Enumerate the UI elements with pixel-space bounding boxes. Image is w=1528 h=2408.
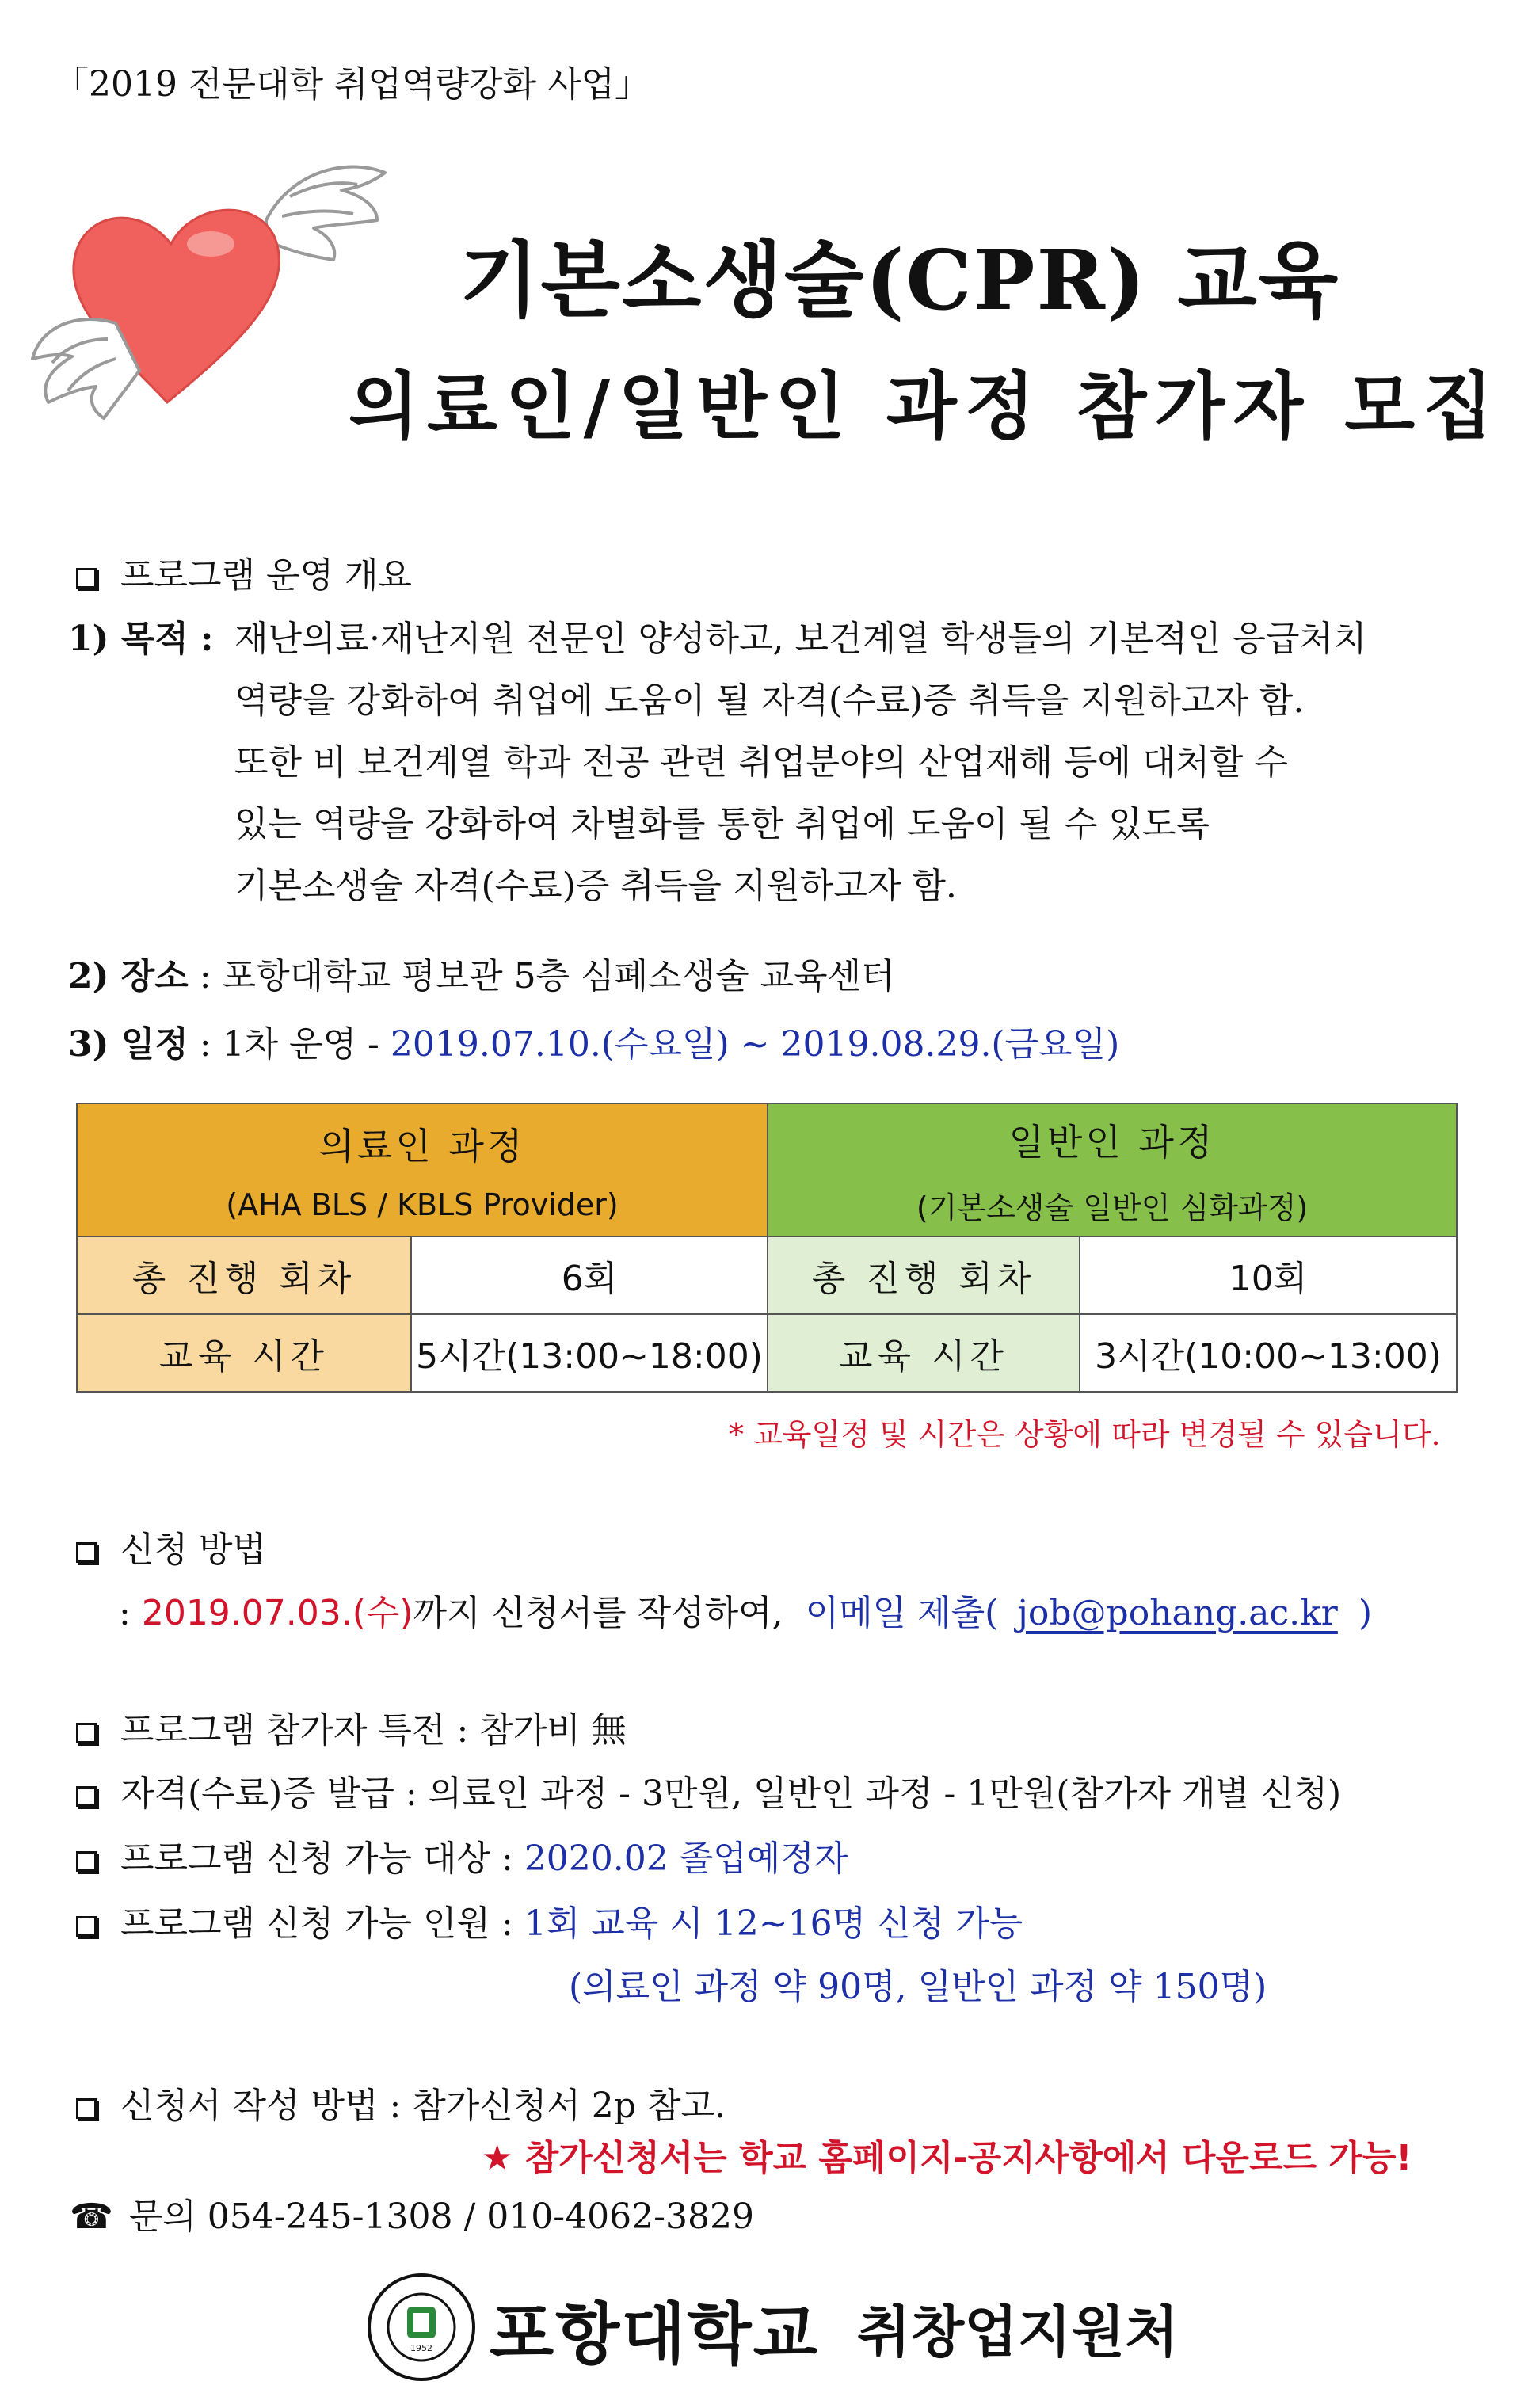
medical-sessions-label: 총 진행 회차 [77,1236,411,1314]
form-method-item: 신청서 작성 방법 : 참가신청서 2p 참고. [76,2077,726,2128]
email-suffix: ) [1358,1593,1372,1633]
apply-colon: : [119,1593,131,1633]
project-label: 「2019 전문대학 취업역량강화 사업」 [54,64,650,105]
general-sessions-label: 총 진행 회차 [768,1236,1080,1314]
purpose-line: 역량을 강화하여 취업에 도움이 될 자격(수료)증 취득을 지원하고자 함. [234,680,1305,721]
eligibility-value: 2020.02 졸업예정자 [524,1838,848,1879]
apply-heading: 신청 방법 [76,1521,266,1572]
overview-heading: 프로그램 운영 개요 [76,547,412,597]
checkbox-bullet-icon [76,1916,97,1937]
apply-text: 까지 신청서를 작성하여, [413,1593,783,1633]
medical-course-header [77,1103,768,1236]
medical-sessions-value: 6회 [411,1236,768,1314]
checkbox-bullet-icon [76,1851,97,1872]
course-table [76,1103,1458,1393]
purpose-line: 기본소생술 자격(수료)증 취득을 지원하고자 함. [234,866,957,906]
general-course-header [768,1103,1457,1236]
purpose-line: 또한 비 보건계열 학과 전공 관련 취업분야의 산업재해 등에 대처할 수 [234,742,1288,783]
university-seal-icon [366,2272,477,2383]
purpose-line: 있는 역량을 강화하여 차별화를 통한 취업에 도움이 될 수 있도록 [234,804,1210,844]
general-hours-label: 교육 시간 [768,1314,1080,1392]
email-link[interactable]: job@pohang.ac.kr [1017,1593,1338,1633]
checkbox-bullet-icon [76,1542,97,1563]
purpose-label: 1) 목적 : [68,619,214,659]
place-row [68,947,895,998]
checkbox-bullet-icon [76,1786,97,1807]
download-note: ★ 참가신청서는 학교 홈페이지-공지사항에서 다운로드 가능! [482,2138,1412,2178]
winged-heart-icon [29,141,401,426]
capacity-detail: (의료인 과정 약 90명, 일반인 과정 약 150명) [569,1967,1267,2007]
place-label: 2) 장소 [68,956,189,996]
apply-deadline: 2019.07.03.(수) [141,1593,413,1633]
medical-hours-label: 교육 시간 [77,1314,411,1392]
schedule-prefix: : 1차 운영 - [199,1024,379,1065]
phone-icon: ☎ [70,2197,113,2237]
schedule-note: * 교육일정 및 시간은 상황에 따라 변경될 수 있습니다. [729,1417,1441,1452]
footer-office: 취창업지원처 [857,2299,1179,2364]
capacity-item: 프로그램 신청 가능 인원 : 1회 교육 시 12~16명 신청 가능 [76,1895,1023,1945]
schedule-dates: 2019.07.10.(수요일) ~ 2019.08.29.(금요일) [390,1024,1120,1065]
svg-text:1952: 1952 [410,2343,432,2353]
eligibility-item: 프로그램 신청 가능 대상 : 2020.02 졸업예정자 [76,1830,848,1880]
email-prefix: 이메일 제출( [805,1593,999,1633]
general-course-sub: (기본소생술 일반인 심화과정) [916,1190,1309,1225]
page-title: 기본소생술(CPR) 교육 [459,231,1340,329]
checkbox-bullet-icon [76,1723,97,1743]
schedule-label: 3) 일정 [68,1024,189,1065]
general-sessions-value: 10회 [1080,1236,1457,1314]
contact-row: ☎ 문의 054-245-1308 / 010-4062-3829 [70,2197,754,2237]
general-hours-value: 3시간(10:00~13:00) [1080,1314,1457,1392]
footer-university: 포항대학교 [490,2296,819,2373]
benefits-item: 프로그램 참가자 특전 : 참가비 無 [76,1701,627,1752]
purpose-line: 재난의료·재난지원 전문인 양성하고, 보건계열 학생들의 기본적인 응급처치 [234,619,1367,659]
place-text: : 포항대학교 평보관 5층 심폐소생술 교육센터 [199,956,895,996]
page-subtitle: 의료인/일반인 과정 참가자 모집 [349,364,1502,449]
medical-course-sub: (AHA BLS / KBLS Provider) [226,1187,619,1222]
apply-line [119,1584,1372,1635]
checkbox-bullet-icon [76,568,97,589]
capacity-value: 1회 교육 시 12~16명 신청 가능 [524,1903,1023,1944]
schedule-row [68,1015,1119,1066]
general-course-name: 일반인 과정 [1008,1120,1216,1164]
medical-course-name: 의료인 과정 [318,1125,526,1168]
medical-hours-value: 5시간(13:00~18:00) [411,1314,768,1392]
certificate-item: 자격(수료)증 발급 : 의료인 과정 - 3만원, 일반인 과정 - 1만원(참가자 개별 신청) [76,1765,1341,1816]
checkbox-bullet-icon [76,2098,97,2119]
